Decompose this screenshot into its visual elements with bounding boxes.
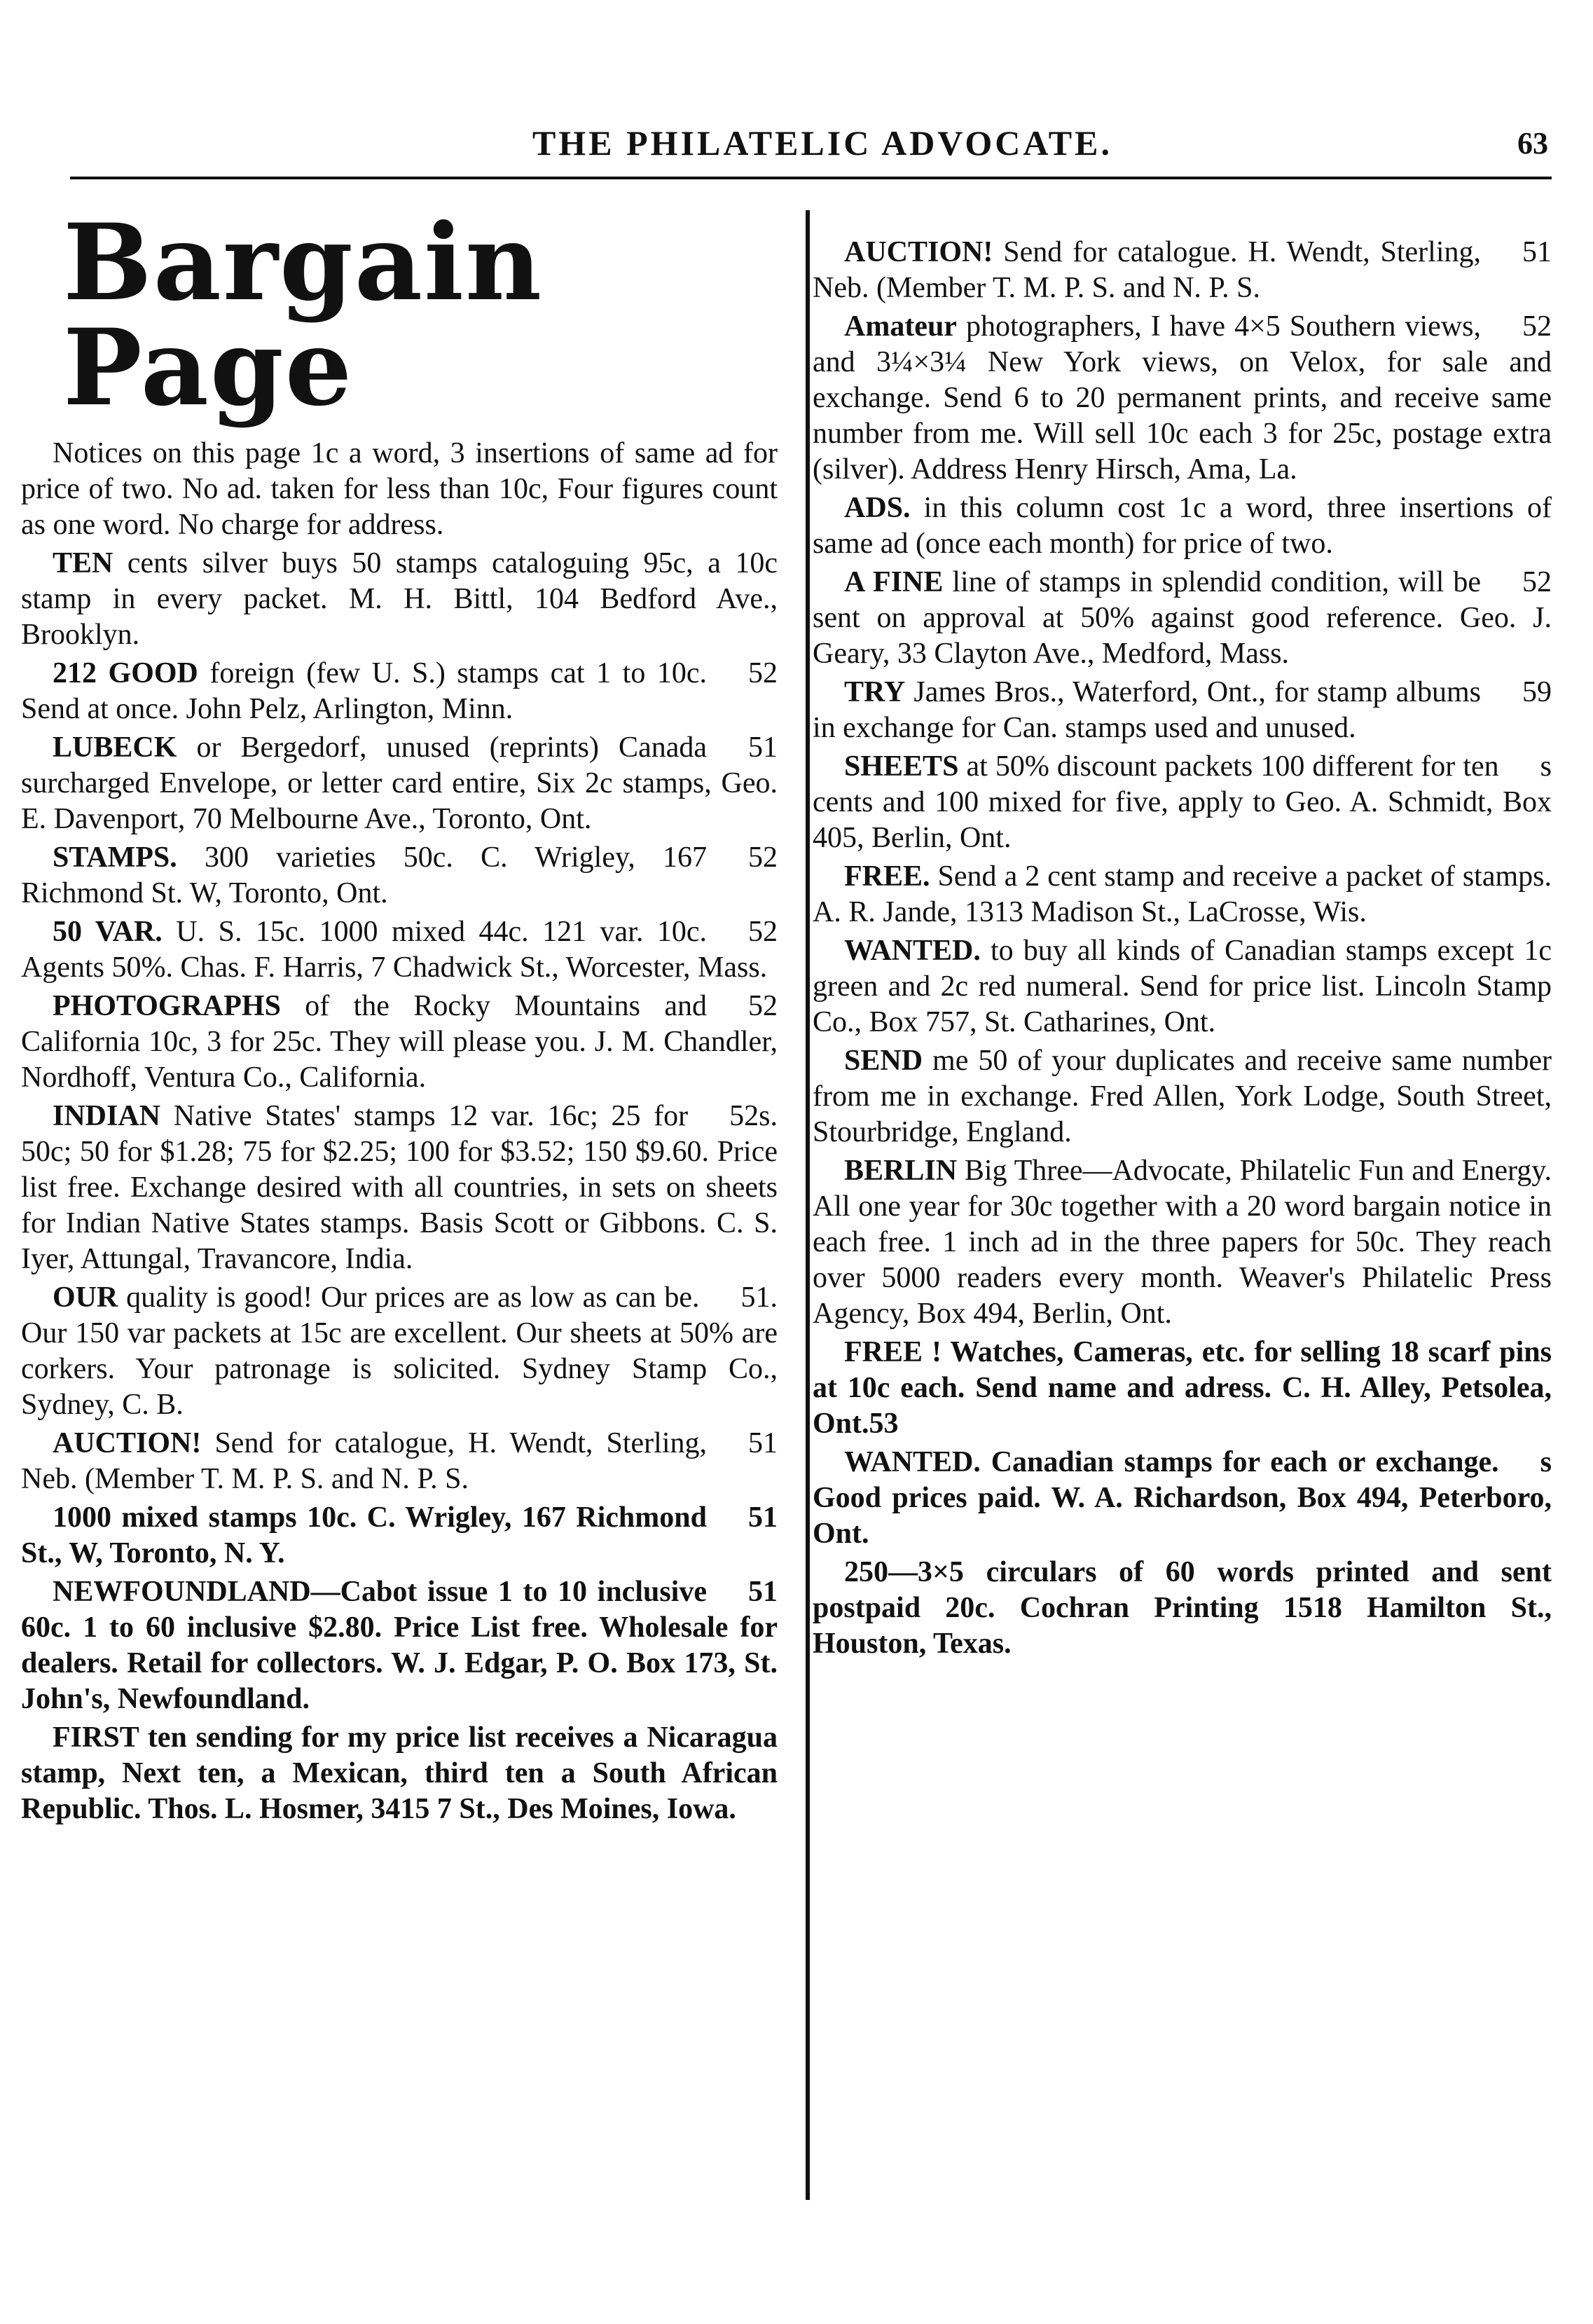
classified-ad [813, 1153, 1552, 1332]
ad-body-text: Watches, Cameras, etc. for selling 18 scarf pins at 10c each. Send name and adress. C. H. Alley, Petsolea, Ont.53 [813, 1336, 1552, 1440]
ad-issue-number: 59 [1522, 676, 1552, 708]
classified-ad [813, 1555, 1552, 1662]
header-rule [70, 177, 1552, 179]
right-column [813, 235, 1552, 1665]
ad-body-text: Send a 2 cent stamp and receive a packet of stamps. A. R. Jande, 1313 Madison St., LaCrosse, Wis. [813, 860, 1552, 928]
classified-ad [813, 490, 1552, 562]
ad-lead-word: WANTED. [844, 1446, 981, 1478]
ad-lead-word: PHOTOGRAPHS [53, 990, 281, 1022]
ad-lead-word: AUCTION! [844, 236, 993, 268]
ad-body-text: cents silver buys 50 stamps cataloguing 95c, a 10c stamp in every packet. M. H. Bittl, 104 Bedford Ave., Brooklyn. [21, 547, 778, 651]
ad-lead-word: BERLIN [844, 1155, 958, 1187]
classified-ad [813, 933, 1552, 1040]
classified-ad [21, 1099, 778, 1277]
ad-issue-number: 51 [748, 1576, 778, 1608]
ad-lead-word: 1000 [53, 1501, 111, 1534]
ad-issue-number: s [1540, 1446, 1552, 1478]
classified-ad [21, 840, 778, 912]
ad-issue-number: 52 [1522, 566, 1552, 598]
ad-lead-word: 50 VAR. [53, 916, 163, 948]
ad-lead-word: STAMPS. [53, 841, 177, 874]
classified-ad [21, 914, 778, 986]
page-number: 63 [1517, 126, 1548, 160]
ad-lead-word: FREE ! [844, 1336, 942, 1368]
ad-issue-number: 51 [748, 1427, 778, 1459]
ad-body-text: to buy all kinds of Canadian stamps except 1c green and 2c red numeral. Send for price list. Lincoln Stamp Co., Box 757, St. Catharines, Ont. [813, 935, 1552, 1038]
ad-issue-number: 51 [748, 731, 778, 764]
classified-ad [813, 1445, 1552, 1552]
classified-ad [21, 1720, 778, 1827]
ad-issue-number: 52 [748, 916, 778, 948]
classified-ad [21, 1574, 778, 1717]
classified-ad [813, 1335, 1552, 1442]
ad-body-text: Big Three—Advocate, Philatelic Fun and Energy. All one year for 30c together with a 20 word bargain notice in each free. 1 inch ad in the three papers for 50c. They reach over 5000 readers every month. Weaver's Philatelic Press Agency, Box 494, Berlin, Ont. [813, 1155, 1552, 1330]
ad-body-text: Native States' stamps 12 var. 16c; 25 for 50c; 50 for $1.28; 75 for $2.25; 100 for $3.52; 150 $9.60. Price list free. Exchange desired with all countries, in sets on sheets for Indian Native States stamps. Basis Scott or Gibbons. C. S. Iyer, Attungal, Travancore, India. [21, 1100, 778, 1275]
ad-body-text: circulars of 60 words printed and sent postpaid 20c. Cochran Printing 1518 Hamilton St., Houston, Texas. [813, 1556, 1552, 1660]
classified-ad [21, 1280, 778, 1423]
ad-lead-word: ADS. [844, 492, 911, 524]
ad-body-text: Send for catalogue. H. Wendt, Sterling, Neb. (Member T. M. P. S. and N. P. S. [813, 236, 1481, 304]
ad-lead-word: SHEETS [844, 750, 959, 783]
ad-issue-number: 52 [748, 841, 778, 874]
ad-body-text: at 50% discount packets 100 different for ten cents and 100 mixed for five, apply to Geo. A. Schmidt, Box 405, Berlin, Ont. [813, 750, 1552, 854]
classified-ad [21, 546, 778, 653]
ad-body-text: 300 varieties 50c. C. Wrigley, 167 Richmond St. W, Toronto, Ont. [21, 841, 707, 909]
ad-issue-number: 51 [1522, 236, 1552, 268]
classified-ad [813, 675, 1552, 746]
classified-ad [813, 1043, 1552, 1150]
classified-ad [21, 656, 778, 727]
classified-ad [21, 989, 778, 1096]
page-header [70, 123, 1548, 179]
ad-body-text: U. S. 15c. 1000 mixed 44c. 121 var. 10c. Agents 50%. Chas. F. Harris, 7 Chadwick St., Worcester, Mass. [21, 916, 768, 984]
ad-body-text: ten sending for my price list receives a Nicaragua stamp, Next ten, a Mexican, third ten a South African Republic. Thos. L. Hosmer, 3415 7 St., Des Moines, Iowa. [21, 1721, 778, 1825]
left-column [21, 201, 778, 1830]
ad-lead-word: FIRST [53, 1721, 139, 1754]
ad-body-text: mixed stamps 10c. C. Wrigley, 167 Richmond St., W, Toronto, N. Y. [21, 1501, 707, 1569]
ad-lead-word: INDIAN [53, 1100, 161, 1132]
ad-lead-word: TEN [53, 547, 113, 579]
ad-lead-word: NEWFOUNDLAND [53, 1576, 311, 1608]
ad-issue-number: 52 [748, 657, 778, 689]
ad-lead-word: SEND [844, 1045, 923, 1077]
ad-lead-word: 212 GOOD [53, 657, 198, 689]
classified-ad [813, 859, 1552, 930]
publication-title: THE PHILATELIC ADVOCATE. [532, 123, 1113, 163]
ad-issue-number: 52 [748, 990, 778, 1022]
ad-body-text: James Bros., Waterford, Ont., for stamp albums in exchange for Can. stamps used and unused. [813, 676, 1481, 744]
ad-body-text: or Bergedorf, unused (reprints) Canada surcharged Envelope, or letter card entire, Six 2c stamps, Geo. E. Davenport, 70 Melbourne Ave., Toronto, Ont. [21, 731, 778, 835]
ad-lead-word: A FINE [844, 566, 944, 598]
ad-body-text: in this column cost 1c a word, three insertions of same ad (once each month) for price of two. [813, 492, 1552, 560]
ad-body-text: me 50 of your duplicates and receive same number from me in exchange. Fred Allen, York Lodge, South Street, Stourbridge, England. [813, 1045, 1552, 1148]
classified-ad [21, 436, 778, 543]
ad-lead-word: OUR [53, 1281, 118, 1314]
ad-body-text: foreign (few U. S.) stamps cat 1 to 10c. Send at once. John Pelz, Arlington, Minn. [21, 657, 707, 725]
ad-issue-number: 52s. [729, 1100, 778, 1132]
classified-ad [21, 730, 778, 837]
ad-body-text: Notices on this page 1c a word, 3 insertions of same ad for price of two. No ad. taken for less than 10c, Four figures count as one word. No charge for address. [21, 437, 778, 541]
ad-lead-word: Amateur [844, 310, 957, 343]
ad-body-text: Send for catalogue, H. Wendt, Sterling, Neb. (Member T. M. P. S. and N. P. S. [21, 1427, 707, 1495]
ad-lead-word: LUBECK [53, 731, 177, 764]
ad-issue-number: s [1540, 750, 1552, 783]
ad-lead-word: WANTED. [844, 935, 981, 967]
ad-issue-number: 51. [740, 1281, 778, 1314]
ad-lead-word: TRY [844, 676, 906, 708]
right-ads-list [813, 235, 1552, 1662]
ad-body-text: line of stamps in splendid condition, will be sent on approval at 50% against good reference. Geo. J. Geary, 33 Clayton Ave., Medford, Mass. [813, 566, 1552, 670]
classified-ad [813, 235, 1552, 306]
classified-ad [21, 1426, 778, 1497]
ad-body-text: —Cabot issue 1 to 10 inclusive 60c. 1 to 60 inclusive $2.80. Price List free. Wholesale for dealers. Retail for collectors. W. J. Edgar, P. O. Box 173, St. John's, Newfoundland. [21, 1576, 778, 1715]
classified-ad [813, 309, 1552, 488]
classified-ad [813, 749, 1552, 856]
ad-lead-word: FREE. [844, 860, 930, 893]
classified-ad [21, 1500, 778, 1572]
column-divider [806, 210, 810, 2200]
ad-body-text: quality is good! Our prices are as low as can be. Our 150 var packets at 15c are excellent. Our sheets at 50% are corkers. Your patronage is solicited. Sydney Stamp Co., Sydney, C. B. [21, 1281, 778, 1421]
ad-body-text: Canadian stamps for each or exchange. Good prices paid. W. A. Richardson, Box 494, Peterboro, Ont. [813, 1446, 1552, 1550]
ad-issue-number: 52 [1522, 310, 1552, 343]
classified-ad [813, 565, 1552, 672]
left-ads-list [21, 436, 778, 1827]
ad-lead-word: 250—3×5 [844, 1556, 964, 1588]
ad-body-text: photographers, I have 4×5 Southern views, and 3¼×3¼ New York views, on Velox, for sale and exchange. Send 6 to 20 permanent prints, and receive same number from me. Will sell 10c each 3 for 25c, postage extra (silver). Address Henry Hirsch, Ama, La. [813, 310, 1552, 486]
ad-body-text: of the Rocky Mountains and California 10c, 3 for 25c. They will please you. J. M. Chandler, Nordhoff, Ventura Co., California. [21, 990, 778, 1094]
ad-lead-word: AUCTION! [53, 1427, 202, 1459]
page-heading: Bargain Page [63, 201, 544, 429]
ad-issue-number: 51 [748, 1501, 778, 1534]
